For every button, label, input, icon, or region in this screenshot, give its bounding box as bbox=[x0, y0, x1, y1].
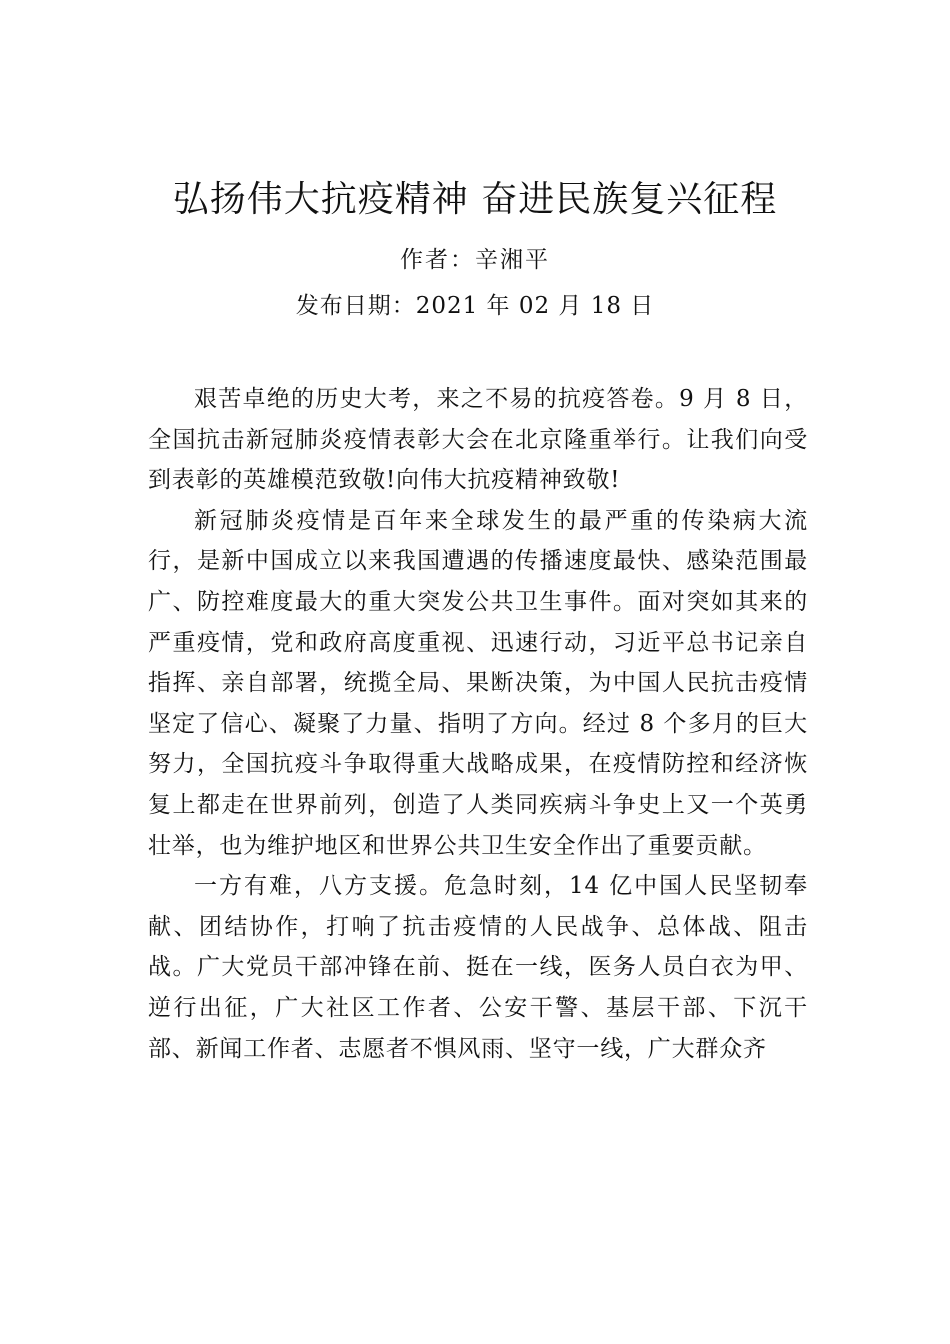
paragraph: 艰苦卓绝的历史大考，来之不易的抗疫答卷。9 月 8 日，全国抗击新冠肺炎疫情表彰大会在北京隆重举行。让我们向受到表彰的英雄模范致敬!向伟大抗疫精神致敬! bbox=[148, 386, 808, 494]
publish-date: 发布日期：2021 年 02 月 18 日 bbox=[295, 293, 655, 319]
paragraph: 一方有难，八方支援。危急时刻，14 亿中国人民坚韧奉献、团结协作，打响了抗击疫情的人民战争、总体战、阻击战。广大党员干部冲锋在前、挺在一线，医务人员白衣为甲、逆行出征，广大社区工作者、公安干警、基层干部、下沉干部、新闻工作者、志愿者不惧风雨、坚守一线，广大群众齐 bbox=[148, 873, 808, 1062]
author-line: 作者：辛湘平 bbox=[400, 247, 550, 273]
article-title: 弘扬伟大抗疫精神 奋进民族复兴征程 bbox=[172, 179, 778, 220]
paragraph: 新冠肺炎疫情是百年来全球发生的最严重的传染病大流行，是新中国成立以来我国遭遇的传播速度最快、感染范围最广、防控难度最大的重大突发公共卫生事件。面对突如其来的严重疫情，党和政府高度重视、迅速行动，习近平总书记亲自指挥、亲自部署，统揽全局、果断决策，为中国人民抗击疫情坚定了信心、凝聚了力量、指明了方向。经过 8 个多月的巨大努力，全国抗疫斗争取得重大战略成果，在疫情防控和经济恢复上都走在世界前列，创造了人类同疾病斗争史上又一个英勇壮举，也为维护地区和世界公共卫生安全作出了重要贡献。 bbox=[148, 507, 808, 859]
article-body bbox=[148, 379, 808, 1069]
